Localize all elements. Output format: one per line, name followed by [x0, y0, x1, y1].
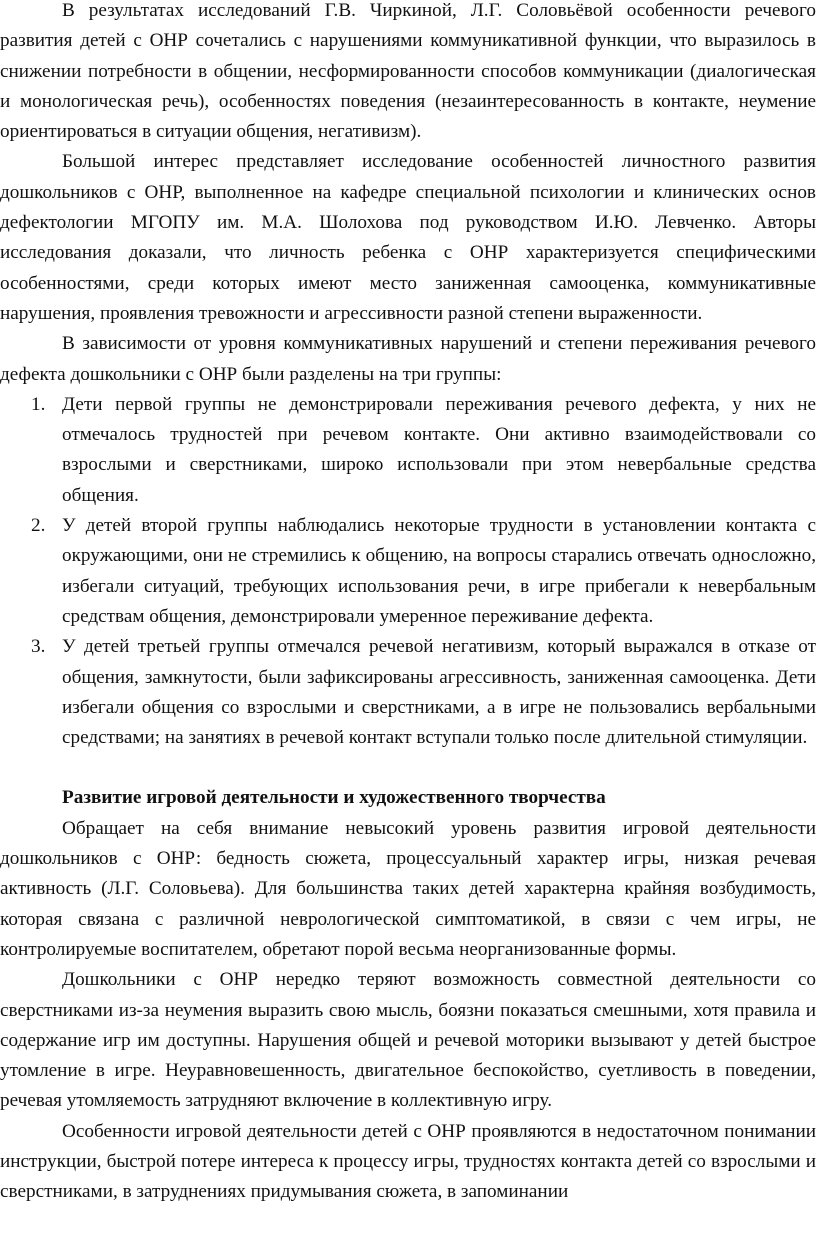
list-item-number: 2. [31, 515, 46, 537]
list-item-text: У детей третьей группы отмечался речевой негативизм, который выражался в отказе от общения, замкнутости, были зафиксированы агрессивность, заниженная самооценка. Дети избегали общения со взрослыми и сверстниками, а в игре не пользовались вербальными средствами; на занятиях в речевой контакт вступали только после длительной стимуляции. [62, 636, 816, 749]
list-item-number: 3. [31, 636, 46, 658]
paragraph-joint-activity: Дошкольники с ОНР нередко теряют возможность совместной деятельности со сверстниками из-за неумения выразить свою мысль, боязни показаться смешными, хотя правила и содержание игр им доступны. Нарушения общей и речевой моторики вызывают у детей быстрое утомление в игре. Неуравновешенность, двигательное беспокойство, суетливость в поведении, речевая утомляемость затрудняют включение в коллективную игру. [0, 969, 816, 1112]
list-item [0, 632, 816, 753]
paragraph-play-features: Особенности игровой деятельности детей с ОНР проявляются в недостаточном понимании инструкции, быстрой потере интереса к процессу игры, трудностях контакта детей со взрослыми и сверстниками, в затруднениях придумывания сюжета, в запоминании [0, 1120, 816, 1203]
list-item-number: 1. [31, 393, 46, 415]
list-item-text: Дети первой группы не демонстрировали переживания речевого дефекта, у них не отмечалось трудностей при речевом контакте. Они активно взаимодействовали со взрослыми и сверстниками, широко использовали при этом невербальные средства общения. [62, 393, 816, 506]
paragraph-play-level: Обращает на себя внимание невысокий уровень развития игровой деятельности дошкольников с ОНР: бедность сюжета, процессуальный характер игры, низкая речевая активность (Л.Г. Соловьева). Для большинства таких детей характерна крайняя возбудимость, которая связана с различной неврологической симптоматикой, в связи с чем игры, не контролируемые воспитателем, обретают порой весьма неорганизованные формы. [0, 817, 816, 960]
groups-list [0, 390, 816, 754]
list-item-text: У детей второй группы наблюдались некоторые трудности в установлении контакта с окружающими, они не стремились к общению, на вопросы старались отвечать односложно, избегали ситуаций, требующих использования речи, в игре прибегали к невербальным средствам общения, демонстрировали умеренное переживание дефекта. [62, 515, 816, 627]
list-item [0, 511, 816, 632]
section-heading: Развитие игровой деятельности и художественного творчества [62, 787, 606, 809]
paragraph-personality-study: Большой интерес представляет исследование особенностей личностного развития дошкольников с ОНР, выполненное на кафедре специальной психологии и клинических основ дефектологии МГОПУ им. М.А. Шолохова под руководством И.Ю. Левченко. Авторы исследования доказали, что личность ребенка с ОНР характеризуется специфическими особенностями, среди которых имеют место заниженная самооценка, коммуникативные нарушения, проявления тревожности и агрессивности разной степени выраженности. [0, 151, 816, 324]
paragraph-groups-intro: В зависимости от уровня коммуникативных нарушений и степени переживания речевого дефекта дошкольники с ОНР были разделены на три группы: [0, 333, 816, 385]
paragraph-research-results: В результатах исследований Г.В. Чиркиной, Л.Г. Соловьёвой особенности речевого развития детей с ОНР сочетались с нарушениями коммуникативной функции, что выразилось в снижении потребности в общении, несформированности способов коммуникации (диалогическая и монологическая речь), особенностях поведения (незаинтересованность в контакте, неумение ориентироваться в ситуации общения, негативизм). [0, 0, 816, 143]
list-item [0, 390, 816, 511]
